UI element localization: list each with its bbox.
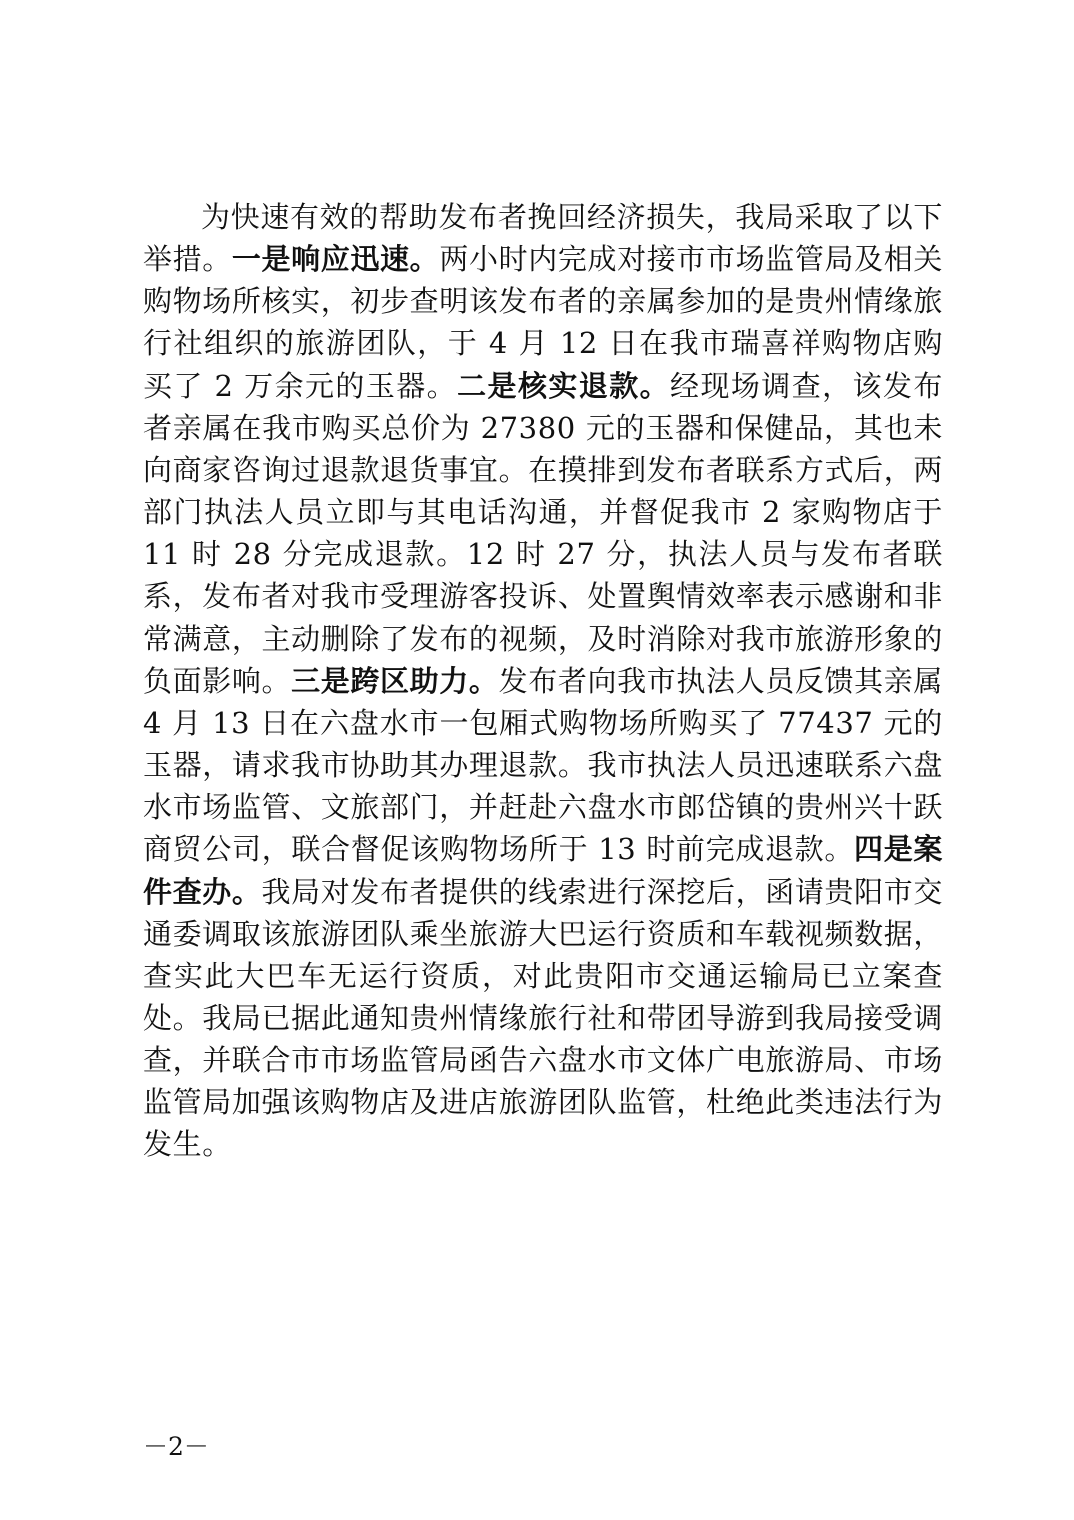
page-number: －2－ xyxy=(143,1432,209,1461)
heading-cross-region-help: 三是跨区助力。 xyxy=(291,663,499,698)
paragraph-segment: 为快速有效的帮助发布者挽回经济损失，我局采取了以下举措。 xyxy=(143,200,943,277)
heading-response-speed: 一是响应迅速。 xyxy=(231,242,440,277)
heading-case-investigation: 四是案件查办。 xyxy=(143,832,943,909)
paragraph-segment: 发布者向我市执法人员反馈其亲属 4 月 13 日在六盘水市一包厢式购物场所购买了 77437 元的玉器，请求我市协助其办理退款。我市执法人员迅速联系六盘水市场监管、文旅部门，并赶赴六盘水市郎岱镇的贵州兴十跃商贸公司，联合督促该购物场所于 13 时前完成退款。 xyxy=(143,663,943,867)
heading-verify-refund: 二是核实退款。 xyxy=(457,368,671,403)
paragraph-segment: 两小时内完成对接市市场监管局及相关购物场所核实，初步查明该发布者的亲属参加的是贵州情缘旅行社组织的旅游团队，于 4 月 12 日在我市瑞喜祥购物店购买了 2 万余元的玉器。 xyxy=(143,242,943,403)
body-paragraph xyxy=(143,196,943,1166)
paragraph-segment: 我局对发布者提供的线索进行深挖后，函请贵阳市交通委调取该旅游团队乘坐旅游大巴运行资质和车载视频数据，查实此大巴车无运行资质，对此贵阳市交通运输局已立案查处。我局已据此通知贵州情缘旅行社和带团导游到我局接受调查，并联合市市场监管局函告六盘水市文体广电旅游局、市场监管局加强该购物店及进店旅游团队监管，杜绝此类违法行为发生。 xyxy=(143,874,943,1162)
paragraph-segment: 经现场调查，该发布者亲属在我市购买总价为 27380 元的玉器和保健品，其也未向商家咨询过退款退货事宜。在摸排到发布者联系方式后，两部门执法人员立即与其电话沟通，并督促我市 2 家购物店于 11 时 28 分完成退款。12 时 27 分，执法人员与发布者联系，发布者对我市受理游客投诉、处置舆情效率表示感谢和非常满意，主动删除了发布的视频，及时消除对我市旅游形象的负面影响。 xyxy=(143,368,944,698)
